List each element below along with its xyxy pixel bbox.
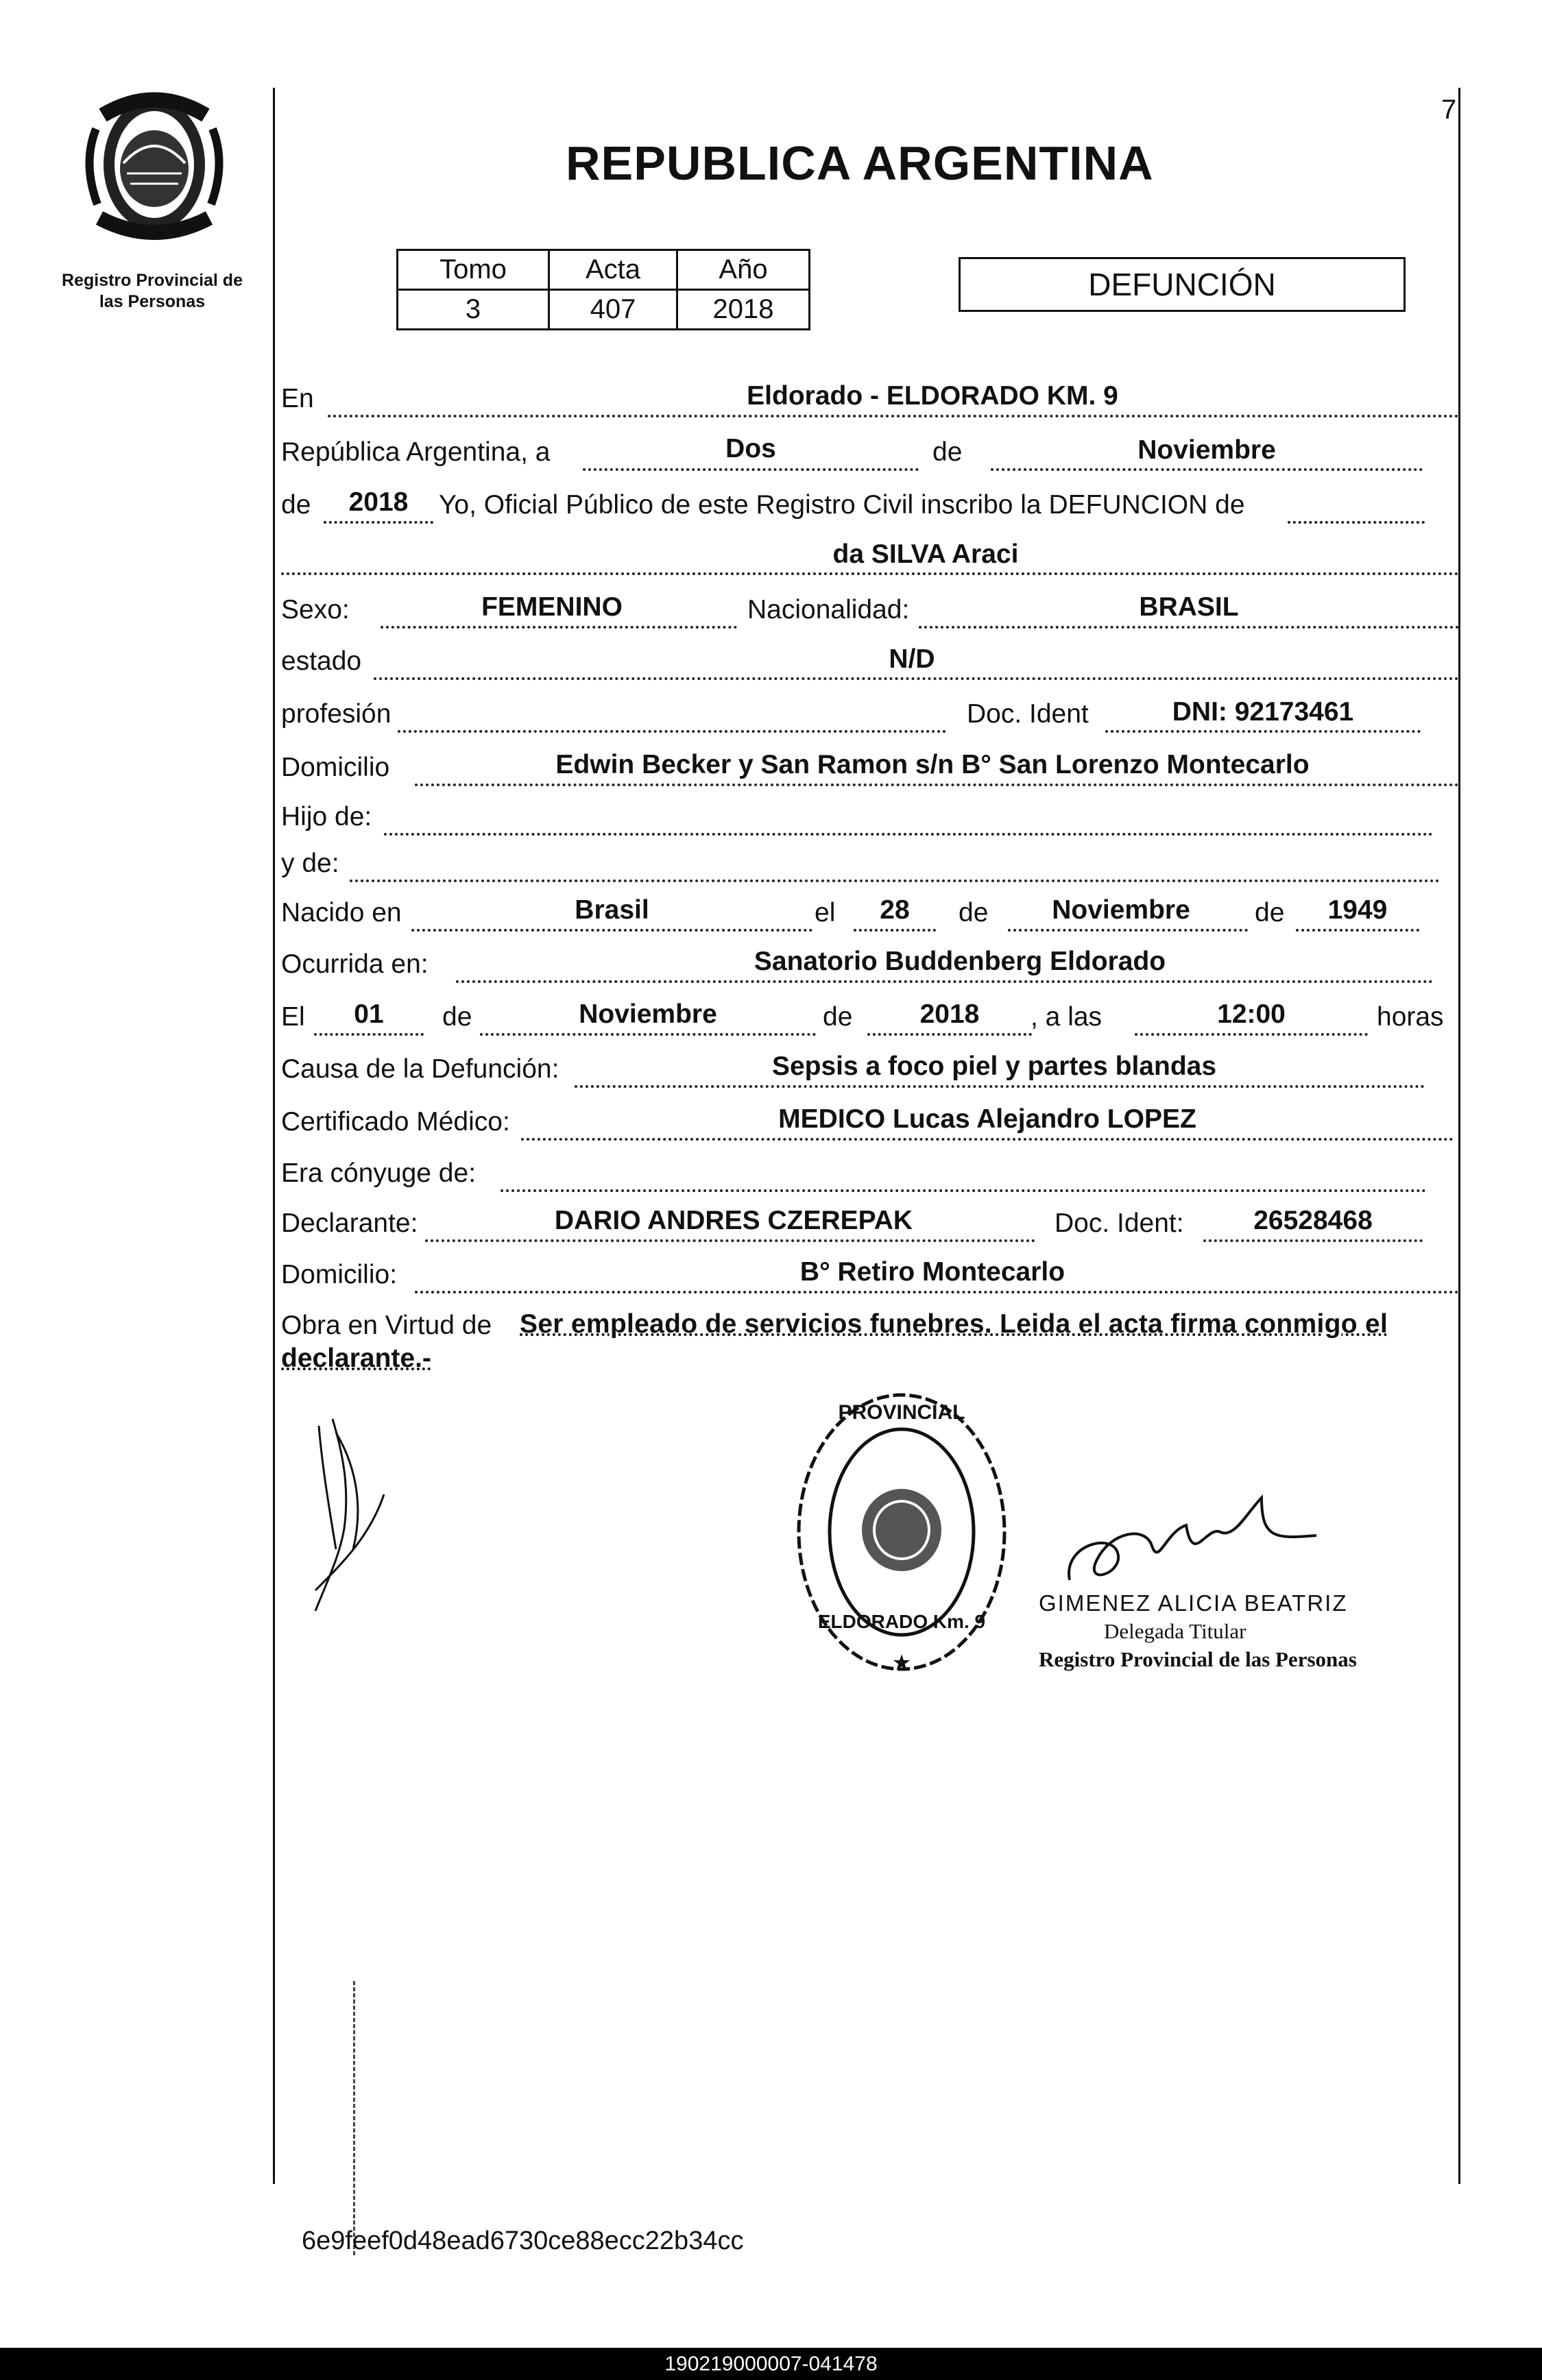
death-year-value: 2018 <box>919 999 980 1029</box>
province-emblem <box>69 88 240 252</box>
dotted-line <box>583 468 919 471</box>
domicilio-label: Domicilio <box>281 753 390 782</box>
de-label: de <box>442 1002 472 1032</box>
dotted-line <box>1008 929 1248 932</box>
dotted-line <box>1105 730 1421 733</box>
el2-label: El <box>281 1002 305 1032</box>
month-value: Noviembre <box>1137 435 1276 465</box>
hijo-label: Hijo de: <box>281 802 372 831</box>
svg-text:★: ★ <box>893 1652 911 1673</box>
ocurrida-en-value: Sanatorio Buddenberg Eldorado <box>754 947 1166 976</box>
ocurrida-label: Ocurrida en: <box>281 949 429 979</box>
dotted-line <box>1135 1033 1368 1036</box>
declarante-value: DARIO ANDRES CZEREPAK <box>554 1206 913 1235</box>
signatory-office: Registro Provincial de las Personas <box>1039 1647 1357 1671</box>
causa-label: Causa de la Defunción: <box>281 1054 559 1084</box>
official-signature <box>1056 1484 1344 1594</box>
dotted-line <box>991 468 1423 471</box>
signatory-name: GIMENEZ ALICIA BEATRIZ <box>1039 1590 1348 1616</box>
dotted-line <box>501 1189 1426 1192</box>
death-day-value: 01 <box>354 999 384 1029</box>
declarant-signature <box>302 1412 398 1618</box>
dotted-line <box>425 1239 1035 1242</box>
sexo-value: FEMENINO <box>481 592 623 622</box>
alas-label: , a las <box>1031 1002 1103 1032</box>
doc-ident-value: DNI: 92173461 <box>1172 697 1354 727</box>
conyuge-label: Era cónyuge de: <box>281 1158 477 1188</box>
dotted-line <box>415 1291 1459 1294</box>
de-label: de <box>1255 898 1285 927</box>
estado-label: estado <box>281 646 362 676</box>
record-table-header: Año <box>677 250 810 290</box>
dotted-line <box>415 784 1459 786</box>
sexo-label: Sexo: <box>281 595 350 624</box>
dotted-line <box>919 626 1459 629</box>
left-frame-line <box>273 88 275 2184</box>
dotted-line <box>384 833 1433 836</box>
year-value: 2018 <box>348 487 409 517</box>
obra-line1-value: Ser empleado de servicios funebres. Leida el acta firma conmigo el <box>520 1309 1388 1339</box>
certificado-label: Certificado Médico: <box>281 1107 510 1137</box>
de-label: de <box>932 437 963 467</box>
official-stamp-icon <box>768 1378 1028 1693</box>
dotted-line <box>350 879 1440 882</box>
birth-day-value: 28 <box>880 895 910 925</box>
republic-label: República Argentina, a <box>281 437 551 467</box>
dotted-line <box>1288 521 1425 524</box>
record-table-header: Acta <box>549 250 677 290</box>
death-month-value: Noviembre <box>579 999 717 1029</box>
domicilio-value: Edwin Becker y San Ramon s/n B° San Lorenzo Montecarlo <box>555 750 1310 779</box>
de-label: de <box>823 1002 853 1032</box>
dotted-line <box>411 929 812 932</box>
record-table-cell: 3 <box>398 290 549 330</box>
dotted-line <box>314 1033 424 1036</box>
dotted-line <box>324 521 433 524</box>
nacionalidad-label: Nacionalidad: <box>747 595 910 624</box>
dotted-line <box>281 572 1459 575</box>
declarante-label: Declarante: <box>281 1209 418 1238</box>
svg-text:PROVINCIAL: PROVINCIAL <box>838 1401 965 1424</box>
record-table-cell: 407 <box>549 290 677 330</box>
doc-ident2-label: Doc. Ident: <box>1055 1209 1184 1238</box>
el-label: el <box>815 898 836 927</box>
doc-ident-label: Doc. Ident <box>967 699 1089 729</box>
nacionalidad-value: BRASIL <box>1139 592 1239 622</box>
death-time-value: 12:00 <box>1217 999 1286 1029</box>
record-table-cell: 2018 <box>677 290 810 330</box>
declarante-doc-value: 26528468 <box>1253 1206 1373 1235</box>
declaration-text: Yo, Oficial Público de este Registro Civil inscribo la DEFUNCION de <box>439 490 1245 520</box>
dotted-line <box>398 730 946 733</box>
obra-line2-value: declarante.- <box>281 1344 431 1373</box>
profesion-label: profesión <box>281 699 391 729</box>
signatory-role: Delegada Titular <box>1104 1619 1246 1643</box>
dotted-line <box>521 1138 1454 1141</box>
right-frame-line <box>1458 88 1460 2184</box>
record-type-box: DEFUNCIÓN <box>959 257 1406 312</box>
page-title: REPUBLICA ARGENTINA <box>566 136 1154 190</box>
page-number: 7 <box>1441 95 1457 125</box>
dotted-line <box>456 980 1433 983</box>
day-words-value: Dos <box>725 434 776 463</box>
dotted-line <box>854 929 936 932</box>
dashed-margin-line <box>353 1981 355 2255</box>
issuer-caption-line1: Registro Provincial de <box>62 271 243 290</box>
record-table <box>396 249 810 330</box>
estado-value: N/D <box>889 644 935 674</box>
issuer-caption-line2: las Personas <box>99 292 206 311</box>
birth-month-value: Noviembre <box>1052 895 1190 925</box>
certificado-value: MEDICO Lucas Alejandro LOPEZ <box>778 1104 1196 1134</box>
dotted-line <box>1203 1239 1423 1242</box>
record-table-header: Tomo <box>398 250 549 290</box>
issuer-caption <box>43 270 262 313</box>
birth-year-value: 1949 <box>1327 895 1388 925</box>
dotted-line <box>480 1033 816 1036</box>
nacido-label: Nacido en <box>281 898 402 927</box>
causa-value: Sepsis a foco piel y partes blandas <box>771 1052 1217 1081</box>
dotted-line <box>575 1085 1425 1088</box>
dotted-line <box>374 677 1459 680</box>
province-emblem-icon <box>69 88 240 252</box>
svg-text:ELDORADO Km. 9: ELDORADO Km. 9 <box>817 1611 986 1632</box>
place-value: Eldorado - ELDORADO KM. 9 <box>747 381 1118 411</box>
dotted-line <box>1296 929 1419 932</box>
official-stamp <box>768 1378 1028 1693</box>
official-signature-icon <box>1056 1484 1344 1594</box>
nacido-en-value: Brasil <box>575 895 649 925</box>
de-label: de <box>281 490 311 520</box>
barcode-id: 190219000007-041478 <box>664 2353 878 2375</box>
yde-label: y de: <box>281 849 339 878</box>
dotted-line <box>328 415 1459 417</box>
document-hash: 6e9feef0d48ead6730ce88ecc22b34cc <box>302 2226 744 2255</box>
obra-label: Obra en Virtud de <box>281 1311 492 1340</box>
dotted-line <box>381 626 737 629</box>
dotted-line <box>867 1033 1032 1036</box>
horas-label: horas <box>1377 1002 1444 1032</box>
declarant-signature-icon <box>302 1412 398 1618</box>
de-label: de <box>959 898 989 927</box>
en-label: En <box>281 384 314 413</box>
domicilio2-label: Domicilio: <box>281 1260 398 1289</box>
deceased-name-value: da SILVA Araci <box>832 539 1019 569</box>
declarante-domicilio-value: B° Retiro Montecarlo <box>799 1257 1065 1287</box>
